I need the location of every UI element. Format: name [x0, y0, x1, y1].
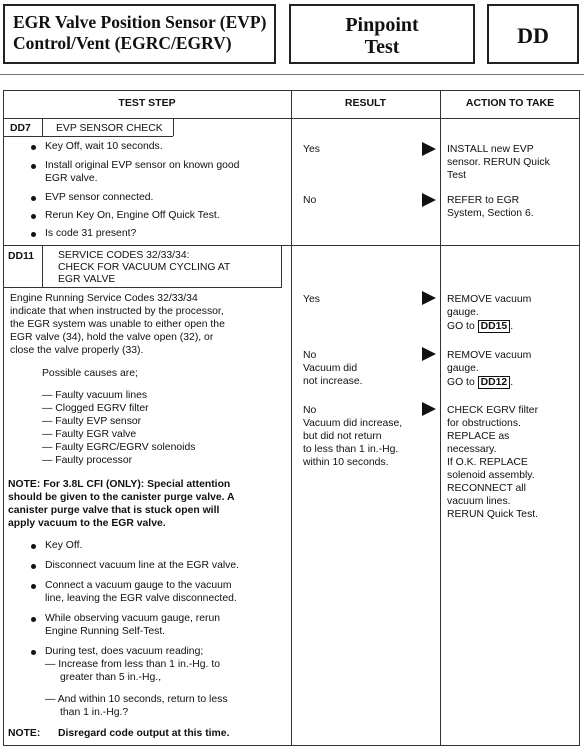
dd11-result-3-4: to less than 1 in.-Hg.	[303, 444, 399, 455]
dd11-title-1: SERVICE CODES 32/33/34:	[58, 250, 190, 261]
dd11-cause-2: — Clogged EGRV filter	[42, 403, 149, 414]
dd11-cause-1: — Faulty vacuum lines	[42, 390, 148, 401]
dd11-bullet-5: During test, does vacuum reading;	[45, 646, 204, 657]
dd11-bullet-1: Key Off.	[45, 540, 83, 551]
dd11-step-id: DD11	[8, 251, 34, 262]
dd7-action-yes-1: INSTALL new EVP	[447, 144, 534, 155]
header-row-divider	[3, 118, 580, 119]
step-divider	[3, 245, 580, 246]
dd11-title-3: EGR VALVE	[58, 274, 116, 285]
dd11-action-3-4: necessary.	[447, 444, 497, 455]
dd11-action-1-1: REMOVE vacuum	[447, 294, 532, 305]
dd11-note2-text: Disregard code output at this time.	[58, 728, 230, 739]
go-to-dd12-link[interactable]: DD12	[478, 376, 511, 389]
bullet	[31, 617, 36, 622]
dd11-sub-2-cont: than 1 in.-Hg.?	[60, 707, 129, 718]
dd11-intro-1: Engine Running Service Codes 32/33/34	[10, 293, 198, 304]
dd11-action-3-6: solenoid assembly.	[447, 470, 535, 481]
dd11-title-2: CHECK FOR VACUUM CYCLING AT	[58, 262, 231, 273]
dd7-step-title: EVP SENSOR CHECK	[56, 123, 163, 134]
dd11-bullet-3: Connect a vacuum gauge to the vacuum	[45, 580, 232, 591]
dd11-cause-5: — Faulty EGRC/EGRV solenoids	[42, 442, 196, 453]
bullet	[31, 164, 36, 169]
dd11-action-3-8: vacuum lines.	[447, 496, 511, 507]
dd11-result-3-1: No	[303, 405, 317, 416]
dd11-note1-2: should be given to the canister purge valve. A	[8, 492, 235, 503]
dd7-action-yes-3: Test	[447, 170, 467, 181]
dd7-id-divider	[42, 118, 43, 136]
dd11-action-2-1: REMOVE vacuum	[447, 350, 532, 361]
test-type-line1: Pinpoint	[345, 14, 419, 36]
dd11-result-3-3: but did not return	[303, 431, 382, 442]
dd7-bullet-5: Is code 31 present?	[45, 228, 137, 239]
bullet	[31, 650, 36, 655]
dd11-sub-1: — Increase from less than 1 in.-Hg. to	[45, 659, 220, 670]
dd11-intro-5: close the valve properly (33).	[10, 345, 144, 356]
dd11-action-3-2: for obstructions.	[447, 418, 521, 429]
dd11-bullet-4: While observing vacuum gauge, rerun	[45, 613, 221, 624]
dd11-bullet-2: Disconnect vacuum line at the EGR valve.	[45, 560, 240, 571]
dd11-action-3-3: REPLACE as	[447, 431, 510, 442]
test-code-box	[487, 4, 579, 64]
go-to-dd15-link[interactable]: DD15	[478, 320, 511, 333]
arrow-right-icon	[422, 291, 436, 305]
bullet	[31, 544, 36, 549]
dd11-note1-4: apply vacuum to the EGR valve.	[8, 518, 166, 529]
dd11-action-3-9: RERUN Quick Test.	[447, 509, 539, 520]
dd11-result-1: Yes	[303, 294, 320, 305]
dd7-result-yes: Yes	[303, 144, 320, 155]
bullet	[31, 564, 36, 569]
header-divider	[0, 74, 584, 75]
page-title-line1: EGR Valve Position Sensor (EVP)	[13, 12, 267, 32]
dd7-title-underline	[3, 136, 173, 137]
dd7-title-box-edge	[173, 118, 174, 136]
dd11-action-2-2: gauge.	[447, 363, 479, 374]
dd11-id-divider	[42, 245, 43, 287]
dd11-cause-6: — Faulty processor	[42, 455, 133, 466]
column-header-step: TEST STEP	[118, 97, 176, 109]
dd11-sub-2: — And within 10 seconds, return to less	[45, 694, 228, 705]
bullet	[31, 232, 36, 237]
test-code: DD	[517, 23, 549, 48]
bullet	[31, 214, 36, 219]
dd11-bullet-4-cont: Engine Running Self-Test.	[45, 626, 166, 637]
dd7-step-id: DD7	[10, 123, 31, 134]
dd7-bullet-3: EVP sensor connected.	[45, 192, 154, 203]
dd11-action-3-7: RECONNECT all	[447, 483, 526, 494]
dd11-action-2-3: GO to DD12 .	[447, 377, 514, 388]
dd11-action-1-3: GO to DD15 .	[447, 321, 514, 332]
bullet	[31, 584, 36, 589]
dd11-intro-3: the EGR system was unable to either open the	[10, 319, 225, 330]
dd11-note2-label: NOTE:	[8, 728, 41, 739]
dd11-intro-2: indicate that when instructed by the processor,	[10, 306, 224, 317]
dd7-bullet-1: Key Off, wait 10 seconds.	[45, 141, 163, 152]
dd11-result-2-1: No	[303, 350, 317, 361]
dd7-bullet-4: Rerun Key On, Engine Off Quick Test.	[45, 210, 220, 221]
dd7-action-yes-2: sensor. RERUN Quick	[447, 157, 550, 168]
arrow-right-icon	[422, 142, 436, 156]
dd11-action-3-5: If O.K. REPLACE	[447, 457, 528, 468]
dd11-note1-1: NOTE: For 3.8L CFI (ONLY): Special attention	[8, 479, 231, 490]
dd11-result-3-2: Vacuum did increase,	[303, 418, 403, 429]
go-to-label: GO to	[447, 321, 475, 332]
dd11-causes-label: Possible causes are;	[42, 368, 138, 379]
dd11-action-3-1: CHECK EGRV filter	[447, 405, 539, 416]
dd7-result-no: No	[303, 195, 317, 206]
dd11-title-underline	[3, 287, 282, 288]
dd11-result-2-3: not increase.	[303, 376, 363, 387]
arrow-right-icon	[422, 402, 436, 416]
dd11-intro-4: EGR valve (34), hold the valve open (32), or	[10, 332, 214, 343]
arrow-right-icon	[422, 347, 436, 361]
column-header-action: ACTION TO TAKE	[465, 97, 555, 109]
column-divider-2	[440, 90, 441, 746]
dd11-action-1-2: gauge.	[447, 307, 479, 318]
page-title-box	[3, 4, 276, 64]
bullet	[31, 145, 36, 150]
dd11-bullet-3-cont: line, leaving the EGR valve disconnected.	[45, 593, 237, 604]
dd11-title-box-edge	[281, 245, 282, 287]
page-title-line2: Control/Vent (EGRC/EGRV)	[13, 33, 232, 53]
dd11-result-2-2: Vacuum did	[303, 363, 358, 374]
dd7-bullet-2: Install original EVP sensor on known good	[45, 160, 240, 171]
bullet	[31, 196, 36, 201]
dd11-note1-3: canister purge valve that is stuck open will	[8, 505, 220, 516]
dd7-bullet-2-cont: EGR valve.	[45, 173, 98, 184]
arrow-right-icon	[422, 193, 436, 207]
dd11-cause-3: — Faulty EVP sensor	[42, 416, 142, 427]
column-header-result: RESULT	[344, 97, 387, 109]
dd7-action-no-2: System, Section 6.	[447, 208, 534, 219]
dd7-action-no-1: REFER to EGR	[447, 195, 520, 206]
dd11-result-3-5: within 10 seconds.	[303, 457, 389, 468]
dd11-sub-1-cont: greater than 5 in.-Hg.,	[60, 672, 162, 683]
go-to-label: GO to	[447, 377, 475, 388]
test-type-box	[289, 4, 475, 64]
column-divider-1	[291, 90, 292, 746]
test-type-line2: Test	[364, 36, 400, 58]
dd11-cause-4: — Faulty EGR valve	[42, 429, 137, 440]
